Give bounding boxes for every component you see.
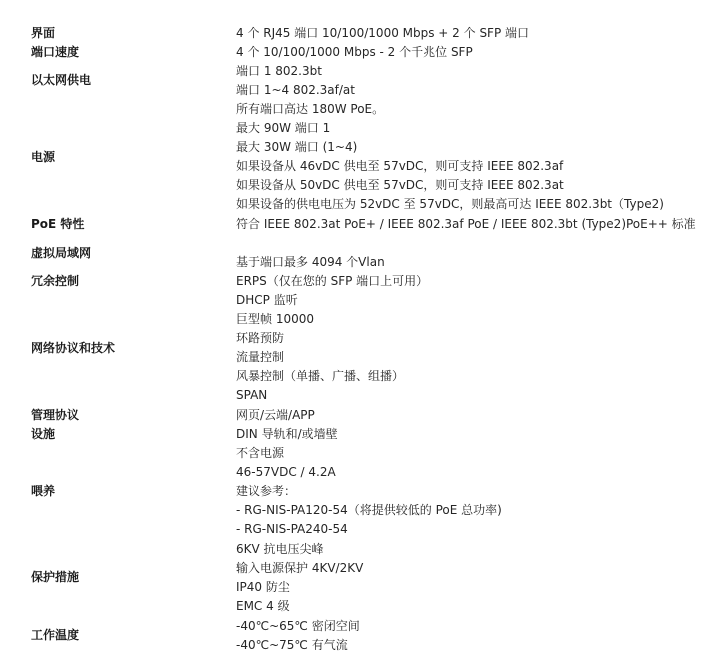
spec-value-line: 输入电源保护 4KV/2KV [236, 561, 364, 576]
spec-label: 界面 [31, 26, 56, 40]
spec-value-line: 网页/云端/APP [236, 408, 315, 422]
spec-label: PoE 特性 [31, 217, 85, 231]
spec-value-line: 基于端口最多 4094 个Vlan [236, 255, 385, 269]
spec-values [236, 444, 706, 539]
spec-value-line: 端口 1~4 802.3af/at [236, 83, 355, 98]
spec-value-line: 流量控制 [236, 350, 285, 365]
spec-value-line: 最大 90W 端口 1 [236, 121, 331, 135]
spec-values [236, 24, 706, 43]
spec-values [236, 62, 706, 119]
spec-value-line: - RG-NIS-PA120-54（将提供较低的 PoE 总功率) [236, 503, 502, 518]
spec-value-line: 不含电源 [236, 446, 285, 460]
spec-value-line: -40℃~65℃ 密闭空间 [236, 619, 360, 633]
spec-label: 保护措施 [31, 570, 80, 584]
spec-label: 工作温度 [31, 628, 80, 642]
spec-value-line: 符合 IEEE 802.3at PoE+ / IEEE 802.3af PoE / IEEE 802.3bt (Type2)PoE++ 标准 [236, 217, 696, 231]
spec-values [236, 291, 706, 406]
spec-values [236, 406, 706, 425]
spec-value-line: 巨型帧 10000 [236, 312, 314, 327]
spec-value-line: 端口 1 802.3bt [236, 64, 322, 78]
spec-label: 虚拟局域网 [31, 246, 92, 260]
spec-value-line: ERPS（仅在您的 SFP 端口上可用） [236, 274, 429, 288]
spec-label: 设施 [31, 427, 56, 441]
spec-label: 以太网供电 [31, 73, 92, 87]
spec-value-line: 所有端口高达 180W PoE。 [236, 102, 385, 117]
spec-value-line: DHCP 监听 [236, 293, 298, 307]
spec-value-line: -40℃~75℃ 有气流 [236, 638, 348, 653]
spec-label: 网络协议和技术 [31, 341, 116, 355]
spec-label: 电源 [31, 150, 56, 164]
spec-value-line: DIN 导轨和/或墙壁 [236, 427, 338, 441]
spec-value-line: 最大 30W 端口 (1~4) [236, 140, 358, 155]
spec-value-line: 4 个 RJ45 端口 10/100/1000 Mbps + 2 个 SFP 端口 [236, 26, 530, 40]
spec-values [236, 272, 706, 291]
spec-label: 端口速度 [31, 45, 80, 59]
spec-values [236, 425, 706, 444]
spec-values [236, 43, 706, 62]
spec-value-line: 如果设备从 46vDC 供电至 57vDC，则可支持 IEEE 802.3af [236, 159, 564, 174]
spec-value-line: 46-57VDC / 4.2A [236, 465, 336, 480]
spec-value-line: 环路预防 [236, 331, 285, 346]
spec-values [236, 215, 706, 234]
spec-value-line: - RG-NIS-PA240-54 [236, 522, 348, 537]
spec-value-line: 建议参考： [236, 484, 297, 499]
spec-value-line: EMC 4 级 [236, 599, 290, 614]
spec-label: 管理协议 [31, 408, 80, 422]
spec-label: 喂养 [31, 484, 56, 498]
spec-value-line: IP40 防尘 [236, 580, 290, 595]
spec-values [236, 540, 706, 616]
spec-values [236, 119, 706, 214]
spec-label: 冗余控制 [31, 274, 80, 288]
spec-values [236, 617, 706, 655]
spec-value-line: 6KV 抗电压尖峰 [236, 542, 324, 556]
spec-value-line: SPAN [236, 388, 268, 403]
spec-value-line: 如果设备从 50vDC 供电至 57vDC，则可支持 IEEE 802.3at [236, 178, 564, 193]
spec-value-line: 如果设备的供电电压为 52vDC 至 57vDC，则最高可达 IEEE 802.3bt（Type2) [236, 197, 664, 212]
spec-value-line: 4 个 10/100/1000 Mbps - 2 个千兆位 SFP [236, 45, 473, 59]
spec-values [236, 253, 706, 272]
spec-value-line: 风暴控制（单播、广播、组播） [236, 369, 405, 384]
